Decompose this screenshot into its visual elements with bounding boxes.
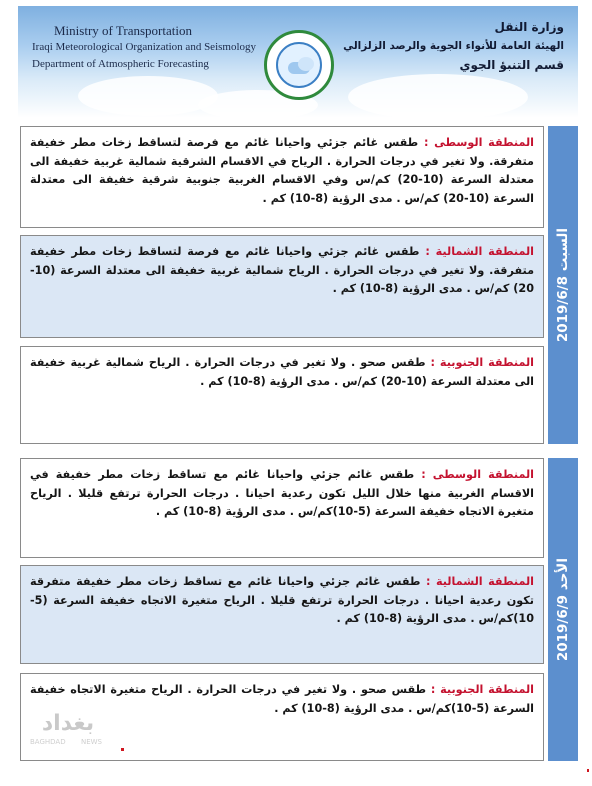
date-bar-day2 bbox=[548, 458, 578, 761]
forecast-box-north-day1 bbox=[20, 235, 544, 338]
date-bar-day1 bbox=[548, 126, 578, 444]
date-label: 2019/6/8 السبت bbox=[555, 227, 571, 343]
region-label: المنطقة الجنوبية : bbox=[430, 683, 534, 696]
region-label: المنطقة الشمالية : bbox=[425, 245, 534, 258]
forecast-text: طقس صحو . ولا تغير في درجات الحرارة . الرياح شمالية غربية خفيفة الى معتدلة السرعة (10-20) كم/س . مدى الرؤية (8-10) كم . bbox=[30, 356, 534, 388]
region-label: المنطقة الشمالية : bbox=[425, 575, 534, 588]
watermark-sub: BAGHDAD bbox=[30, 738, 66, 746]
cloud-decoration bbox=[78, 76, 218, 116]
header-english bbox=[32, 22, 256, 73]
forecast-box-central-day2 bbox=[20, 458, 544, 558]
forecast-text: طقس غائم جزئي واحيانا غائم مع تساقط زخات مطر خفيفة متفرقة تكون رعدية احيانا . درجات الحرارة ترتفع قليلا . الرياح متغيرة الاتجاه خفيفة السرعة (5-10)كم/س . مدى الرؤية (8-10) كم . bbox=[30, 575, 534, 625]
watermark-dot bbox=[121, 748, 124, 751]
organization-name-en: Iraqi Meteorological Organization and Seismology bbox=[32, 41, 257, 53]
department-name-ar: قسم التنبؤ الجوي bbox=[459, 58, 564, 72]
forecast-text: طقس غائم جزئي واحيانا غائم مع فرصة لتساقط زخات مطر خفيفة متفرقة. ولا تغير في درجات الحرارة . الرياح في الاقسام الشرقية شمالية غربية خفيفة الى معتدلة السرعة (10-20) كم/س وفي الاقسام الغربية جنوبية شرقية خفيفة الى معتدلة السرعة (10-20) كم/س . مدى الرؤية (8-10) كم . bbox=[30, 136, 535, 205]
forecast-box-south-day1 bbox=[20, 346, 544, 444]
forecast-text: طقس صحو . ولا تغير في درجات الحرارة . الرياح متغيرة الاتجاه خفيفة السرعة (5-10)كم/س . مدى الرؤية (8-10) كم . bbox=[30, 683, 534, 715]
cloud-decoration bbox=[348, 74, 528, 118]
date-label: 2019/6/9 الأحد bbox=[555, 557, 571, 662]
region-label: المنطقة الجنوبية : bbox=[430, 356, 534, 369]
organization-name-ar: الهيئة العامة للأنواء الجوية والرصد الزلزالي bbox=[343, 40, 564, 52]
ministry-name-ar: وزارة النقل bbox=[494, 20, 564, 34]
corner-mark bbox=[587, 769, 589, 772]
ministry-name-en: Ministry of Transportation bbox=[54, 23, 192, 38]
forecast-box-north-day2 bbox=[20, 565, 544, 664]
forecast-box-central-day1 bbox=[20, 126, 544, 228]
organization-logo-icon bbox=[264, 30, 334, 100]
baghdad-news-logo-icon bbox=[28, 704, 104, 748]
department-name-en: Department of Atmospheric Forecasting bbox=[32, 58, 209, 70]
header-arabic bbox=[343, 18, 564, 75]
forecast-text: طقس غائم جزئي واحيانا غائم مع تساقط زخات مطر خفيفة في الاقسام الغربية منها خلال الليل تكون رعدية احيانا . درجات الحرارة ترتفع قليلا . الرياح متغيرة الاتجاه خفيفة السرعة (5-10)كم/س . مدى الرؤية (8-10) كم . bbox=[30, 468, 534, 518]
header-banner bbox=[18, 6, 578, 118]
forecast-text: طقس غائم جزئي واحيانا غائم مع فرصة لتساقط زخات مطر خفيفة متفرقة. ولا تغير في درجات الحرارة . الرياح شمالية غربية خفيفة الى معتدلة السرعة (10-20) كم/س . مدى الرؤية (8-10) كم . bbox=[30, 245, 534, 295]
watermark-sub2: NEWS bbox=[80, 738, 102, 746]
region-label: المنطقة الوسطى : bbox=[421, 468, 534, 481]
watermark-brand: بغداد bbox=[41, 711, 95, 736]
region-label: المنطقة الوسطى : bbox=[423, 136, 535, 149]
